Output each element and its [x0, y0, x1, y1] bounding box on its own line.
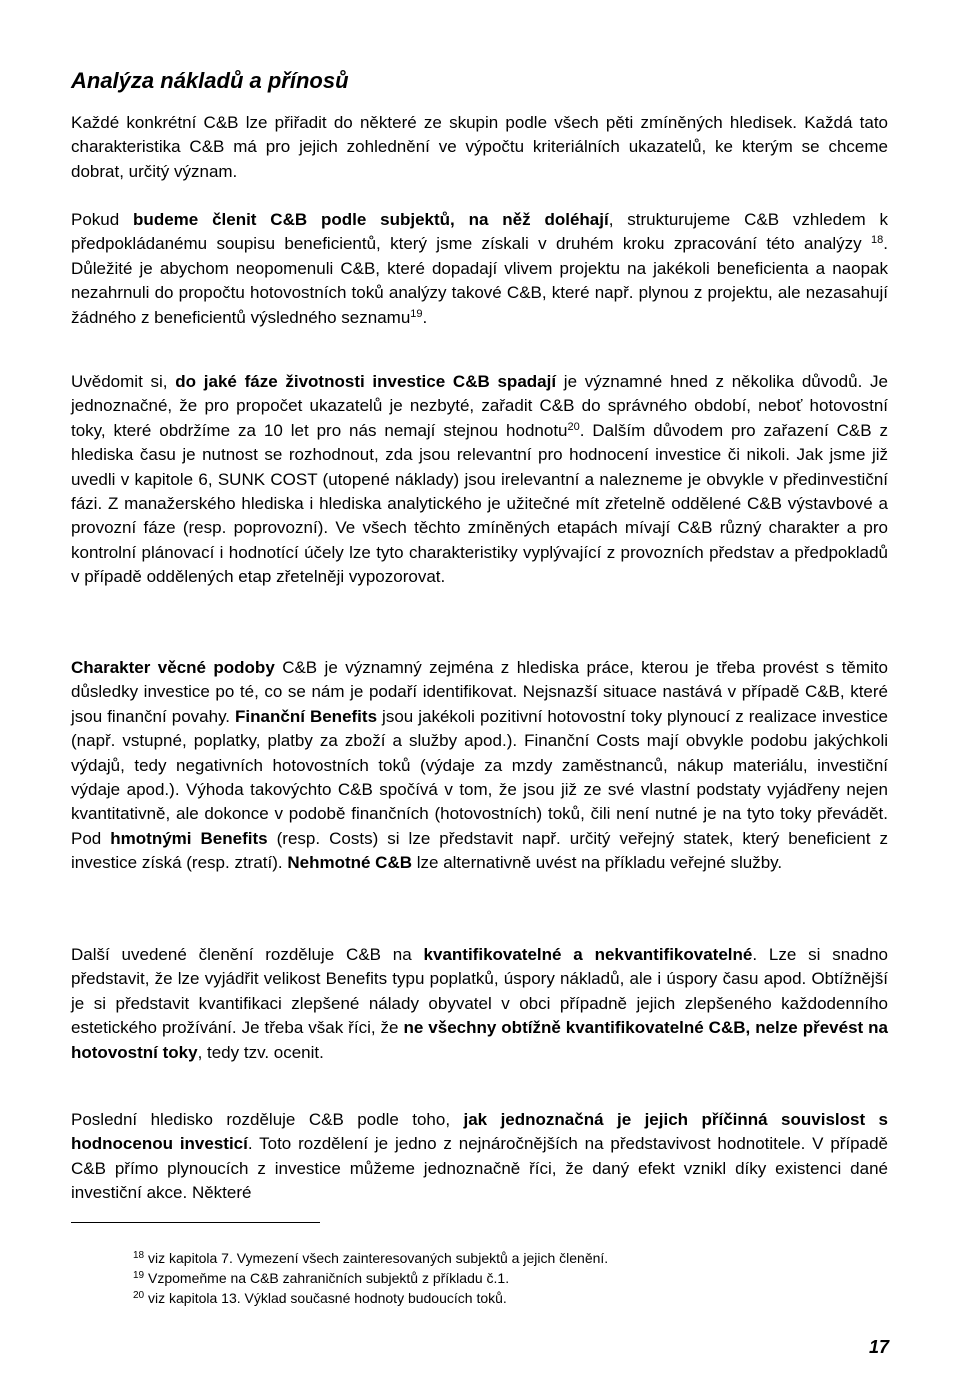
- footnote-separator: [71, 1222, 320, 1223]
- footnote-20: $^{20}$ viz kapitola 13. Výklad současné hodnoty budoucích toků.: [133, 1290, 507, 1306]
- paragraph-quantifiable: Další uvedené členění rozděluje C&B na kvantifikovatelné a nekvantifikovatelné. Lze si snadno představit, že lze vyjádřit velikost Benefits typu poplatků, úspory nákladů, ale i úspory času apod. Obtížnější je si představit kvantifikaci zlepšené nálady obyvatel v obci případně jejich zlepšeného každodenního estetického prožívání. Je třeba však říci, že ne všechny obtížně kvantifikovatelné C&B, nelze převést na hotovostní toky, tedy tzv. ocenit.: [71, 945, 889, 1062]
- footnote-19: $^{19}$ Vzpomeňme na C&B zahraničních subjektů z příkladu č.1.: [133, 1270, 510, 1286]
- paragraph-subjects: Pokud budeme členit C&B podle subjektů, na něž doléhají, strukturujeme C&B vzhledem k předpokládanému soupisu beneficientů, který jsme získali v druhém kroku zpracování této analýzy $^{18}$. Důležité je abychom neopomenuli C&B, které dopadají vlivem projektu na jakékoli beneficienta a naopak nezahrnuli do propočtu hotovostních toků analýzy takové C&B, které např. plynou z projektu, ale nezasahují žádného z beneficientů výsledného seznamu$^{19}$.: [71, 210, 888, 327]
- footnote-ref-18: 18: [871, 234, 884, 247]
- paragraph-causality: Poslední hledisko rozděluje C&B podle toho, jak jednoznačná je jejich příčinná souvislost s hodnocenou investicí. Toto rozdělení je jedno z nejnáročnějších na představivost hodnotitele. V případě C&B přímo plynoucích z investice můžeme jednoznačně říci, že daný efekt vznikl díky existenci dané investiční akce. Některé: [71, 1110, 889, 1203]
- paragraph-lifecycle: Uvědomit si, do jaké fáze životnosti investice C&B spadají je významné hned z několika důvodů. Je jednoznačné, že pro propočet ukazatelů je nezbyté, zařadit C&B do správného období, neboť hotovostní toky, které obdržíme za 10 let pro nás nemají stejnou hodnotu$^{20}$. Dalším důvodem pro zařazení C&B z hlediska času je nutnost se rozhodnout, zda jsou relevantní pro hodnocení investice či nikoli. Jak jsme již uvedli v kapitole 6, SUNK COST (utopené náklady) jsou irelevantní a nalezneme je obvykle v předinvestiční fázi. Z manažerského hlediska i hlediska analytického je užitečné mít zřetelně oddělené C&B výstavbové a provozní fáze (resp. poprovozní). Ve všech těchto zmíněných etapách mívají C&B různý charakter a pro kontrolní plánovací i hodnotící účely lze tyto charakteristiky vyplývající z provozních představ a předpokladů v případě oddělených etap zřetelněji vypozorovat.: [71, 372, 888, 587]
- section-heading: Analýza nákladů a přínosů: [71, 68, 349, 93]
- footnote-ref-20: 20: [567, 420, 580, 433]
- footnote-18: $^{18}$ viz kapitola 7. Vymezení všech zainteresovaných subjektů a jejich členění.: [133, 1250, 609, 1266]
- page-number: 17: [868, 1337, 889, 1357]
- paragraph-material-nature: Charakter věcné podoby C&B je významný zejména z hlediska práce, kterou je třeba provést s těmito důsledky investice po té, co se nám je podaří identifikovat. Nejsnazší situace nastává v případě C&B, které jsou finanční povahy. Finanční Benefits jsou jakékoli pozitivní hotovostní toky plynoucí z realizace investice (např. vstupné, poplatky, platby za zboží a služby apod.). Finanční Costs mají obvykle podobu jakýchkoli výdajů, tedy negativních hotovostních toků (výdaje za mzdy zaměstnanců, nákup materiálu, investiční výdaje apod.). Výhoda takovýchto C&B spočívá v tom, že jsou již ze své vlastní podstaty vyjádřeny nejen kvantitativně, ale dokonce v podobě finančních (hotovostních) toků, čili není nutné je na tyto toky převádět. Pod hmotnými Benefits (resp. Costs) si lze představit např. určitý veřejný statek, který beneficient z investice získá (resp. ztratí). Nehmotné C&B lze alternativně uvést na příkladu veřejné služby.: [71, 658, 888, 873]
- footnote-ref-19: 19: [410, 307, 423, 320]
- paragraph-intro: Každé konkrétní C&B lze přiřadit do některé ze skupin podle všech pěti zmíněných hledisek. Každá tato charakteristika C&B má pro jejich zohlednění ve výpočtu kriteriálních ukazatelů, ke kterým se chceme dobrat, určitý význam.: [71, 113, 888, 181]
